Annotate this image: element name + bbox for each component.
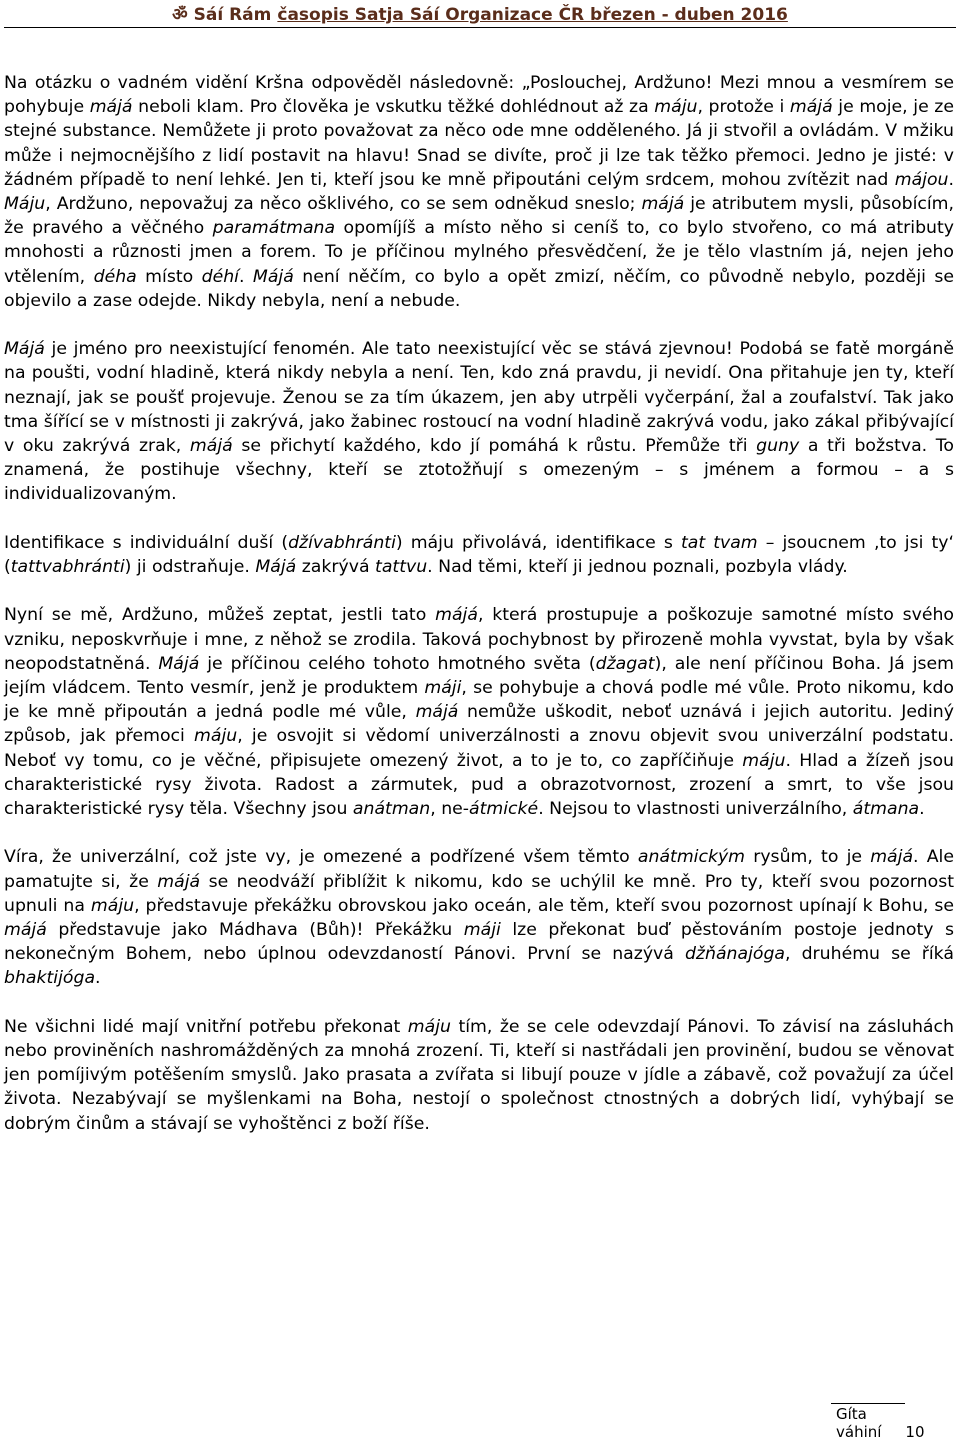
om-icon: ॐ [172, 5, 188, 25]
text-run: tím, že se cele odevzdají Pánovi. To závisí na zásluhách nebo proviněních nashromážděných za mnohá zrození. Ti, kteří si nastřádali jen provinění, budou se věnovat jen pomíjivým potěšením smyslů. Jako prasata a zvířata si libují pouze v jídle a zábavě, což považují za účel života. Nezabývají se myšlenkami na Boha, nestojí o společnost ctnostných a dobrých lidí, vyhýbají se dobrým činům a stávají se vyhoštěnci z boží říše. [4, 1016, 954, 1134]
italic-term: déha [93, 266, 137, 287]
text-run: . [95, 968, 101, 989]
paragraph [4, 71, 954, 313]
text-run: představuje jako Mádhava (Bůh)! Překážku [46, 920, 464, 941]
text-run: Na otázku o vadném vidění Kršna odpověděl následovně: „Poslouchej, Ardžuno! Mezi mnou a vesmírem se pohybuje [4, 73, 954, 118]
italic-term: Májá [4, 339, 45, 360]
italic-term: džagat [595, 653, 655, 674]
text-run: , protože i [697, 97, 790, 118]
italic-term: átmana [852, 799, 920, 820]
italic-term: Májá [255, 557, 297, 578]
text-run: je jméno pro neexistující fenomén. Ale tato neexistující věc se stává zjevnou! Podobá se fatě morgáně na poušti, vodní hladině, která nikdy nebyla a není. Ten, kdo zná pravdu, ji nevidí. Ona přitahuje jen ty, kteří neznají, jak se poušť projevuje. Ženou se za tím úkazem, jen aby utrpěli vyčerpání, žal a zoufalství. Tak jako tma šířící se v místnosti ji zakrývá, jako žabinec rostoucí na vodní hladině zakrývá vodu, jako zákal přibývající v oku zakrývá zrak, [4, 339, 954, 457]
text-run: . Nejsou to vlastnosti univerzálního, [538, 799, 853, 820]
italic-term: májá [157, 871, 201, 892]
italic-term: májá [435, 605, 478, 626]
text-run: lze překonat buď pěstováním postoje jednoty s nekonečným Bohem, nebo úplnou odevzdaností Pánovi. První se nazývá [4, 920, 954, 965]
text-run: . [238, 266, 253, 287]
text-run: neboli klam. Pro člověka je vskutku těžké dohlédnout až za [132, 97, 655, 118]
text-run: Identifikace s individuální duší ( [4, 532, 289, 553]
italic-term: májou [894, 169, 949, 190]
text-run: Víra, že univerzální, což jste vy, je omezené a podřízené všem těmto [4, 847, 638, 868]
italic-term: déhí [201, 266, 239, 287]
text-run: ), ale není příčinou Boha. Já jsem jejím vládcem. Tento vesmír, jenž je produktem [4, 653, 954, 699]
text-run: rysům, to je [745, 847, 871, 868]
italic-term: máju [90, 895, 135, 916]
italic-term: májá [870, 847, 914, 868]
italic-term: máju [407, 1016, 451, 1037]
italic-term: májá [641, 194, 685, 215]
text-run: . Ale pamatujte si, že [4, 847, 954, 892]
text-run: a tři božstva. To znamená, že postihuje všechny, kteří se ztotožňují s omezeným – s jménem a formou – a s individualizovaným. [4, 436, 955, 505]
page-header [0, 2, 960, 25]
text-run: se neodváží přiblížit k nikomu, kdo se uchýlil ke mně. Pro ty, kteří svou pozornost upnuli na [4, 871, 954, 916]
header-divider [4, 27, 956, 28]
italic-term: tattvu [375, 557, 428, 578]
text-run: nemůže uškodit, neboť uznává i jejich autoritu. Jediný způsob, jak přemoci [4, 702, 954, 747]
text-run: , která prostupuje a poškozuje samotné místo svého vzniku, neposkvrňuje i mne, z něhož se zrodila. Taková pochybnost by přirozeně mohla vyvstat, byla by však neopodstatněná. [4, 605, 954, 674]
text-run: – jsoucnem ‚to jsi ty‘ ( [4, 532, 955, 578]
text-run: , se pohybuje a chová podle mé vůle. Proto nikomu, kdo je ke mně připoután a jedná podle mé vůle, [4, 678, 954, 723]
text-run: zakrývá [296, 557, 376, 578]
italic-term: máju [194, 726, 238, 747]
text-run: se přichytí každého, kdo jí pomáhá k růstu. Přemůže tři [232, 436, 757, 457]
text-run: , Ardžuno, nepovažuj za něco ošklivého, co se sem odněkud sneslo; [45, 194, 642, 215]
text-run: . [919, 799, 925, 820]
text-run: , představuje překážku obrovskou jako oceán, ale těm, kteří svou pozornost upínají k Bohu, se [134, 895, 954, 916]
text-run: není něčím, co bylo a opět zmizí, něčím, co původně nebylo, později se objevilo a zase odejde. Nikdy nebyla, není a nebude. [4, 266, 954, 311]
section-name: Gíta váhiní [836, 1405, 882, 1441]
text-run: je moje, je ze stejné substance. Nemůžete ji proto považovat za něco ode mne odděleného. Já ji stvořil a ovládám. V mžiku může i nejmocnějšího z lidí postavit na hlavu! Snad se divíte, proč ji lze tak těžko přemoci. Jedno je jisté: v žádném případě to není lehké. Jen ti, kteří jsou ke mně připoutáni celým srdcem, mohou zvítězit nad [4, 97, 954, 190]
text-run: , je osvojit si vědomí univerzálnosti a znovu objevit svou univerzální podstatu. Neboť vy tomu, co je věčné, připisujete omezený život, a to je to, co zapříčiňuje [4, 726, 954, 771]
text-run: ) ji odstraňuje. [124, 557, 256, 578]
italic-term: bhaktijóga [4, 968, 96, 989]
text-run: je atributem mysli, působícím, že pravého a věčného [4, 194, 954, 239]
italic-term: Májá [158, 653, 200, 674]
paragraph [4, 1015, 954, 1136]
text-run: ) máju přivolává, identifikace s [395, 532, 681, 553]
text-run: Nyní se mě, Ardžuno, můžeš zeptat, jestli tato [4, 605, 436, 626]
text-run: opomíjíš a místo něho si ceníš to, co bylo stvořeno, co má atributy mnohosti a různosti jmen a forem. To je příčinou mylného přesvědčení, že je tělo vlastním já, nejen jeho vtělením, [4, 218, 954, 287]
paragraph [4, 845, 954, 990]
text-run: je příčinou celého tohoto hmotného světa ( [199, 653, 596, 674]
text-run: . Hlad a žízeň jsou charakteristické rysy života. Radost a zármutek, pud a obrazotvornost, zrození a smrt, to vše jsou charakteristické rysy těla. Všechny jsou [4, 750, 954, 820]
page-number: 10 [905, 1423, 925, 1441]
italic-term: átmické [469, 799, 539, 820]
italic-term: májá [89, 97, 133, 118]
italic-term: paramátmana [212, 218, 336, 239]
page-footer [836, 1405, 960, 1441]
italic-term: májá [189, 436, 233, 457]
paragraph [4, 603, 954, 821]
italic-term: máji [463, 920, 501, 941]
italic-term: tat tvam [680, 532, 758, 553]
text-run: místo [136, 266, 202, 287]
article-body [4, 71, 954, 1160]
text-run: , druhému se říká [785, 944, 954, 965]
italic-term: džňánajóga [684, 944, 786, 965]
italic-term: májá [415, 702, 459, 723]
text-run: , ne- [430, 799, 470, 820]
magazine-title: Sáí Rám [193, 5, 272, 25]
paragraph [4, 531, 954, 579]
italic-term: tattvabhránti [10, 557, 125, 578]
paragraph [4, 337, 954, 506]
italic-term: Máju [4, 194, 46, 215]
footer-divider [831, 1403, 905, 1404]
italic-term: máji [424, 678, 462, 699]
magazine-subtitle: časopis Satja Sáí Organizace ČR březen - duben 2016 [277, 5, 788, 25]
italic-term: džívabhránti [288, 532, 396, 553]
italic-term: anátmickým [637, 847, 746, 868]
italic-term: Májá [252, 266, 294, 287]
italic-term: máju [654, 97, 698, 118]
text-run: . Nad těmi, kteří ji jednou poznali, pozbyla vlády. [427, 557, 848, 578]
italic-term: májá [4, 920, 47, 941]
italic-term: anátman [352, 799, 431, 820]
italic-term: máju [742, 750, 786, 771]
text-run: Ne všichni lidé mají vnitřní potřebu překonat [4, 1016, 408, 1037]
text-run: . [948, 169, 954, 190]
italic-term: guny [756, 436, 800, 457]
italic-term: májá [789, 97, 833, 118]
